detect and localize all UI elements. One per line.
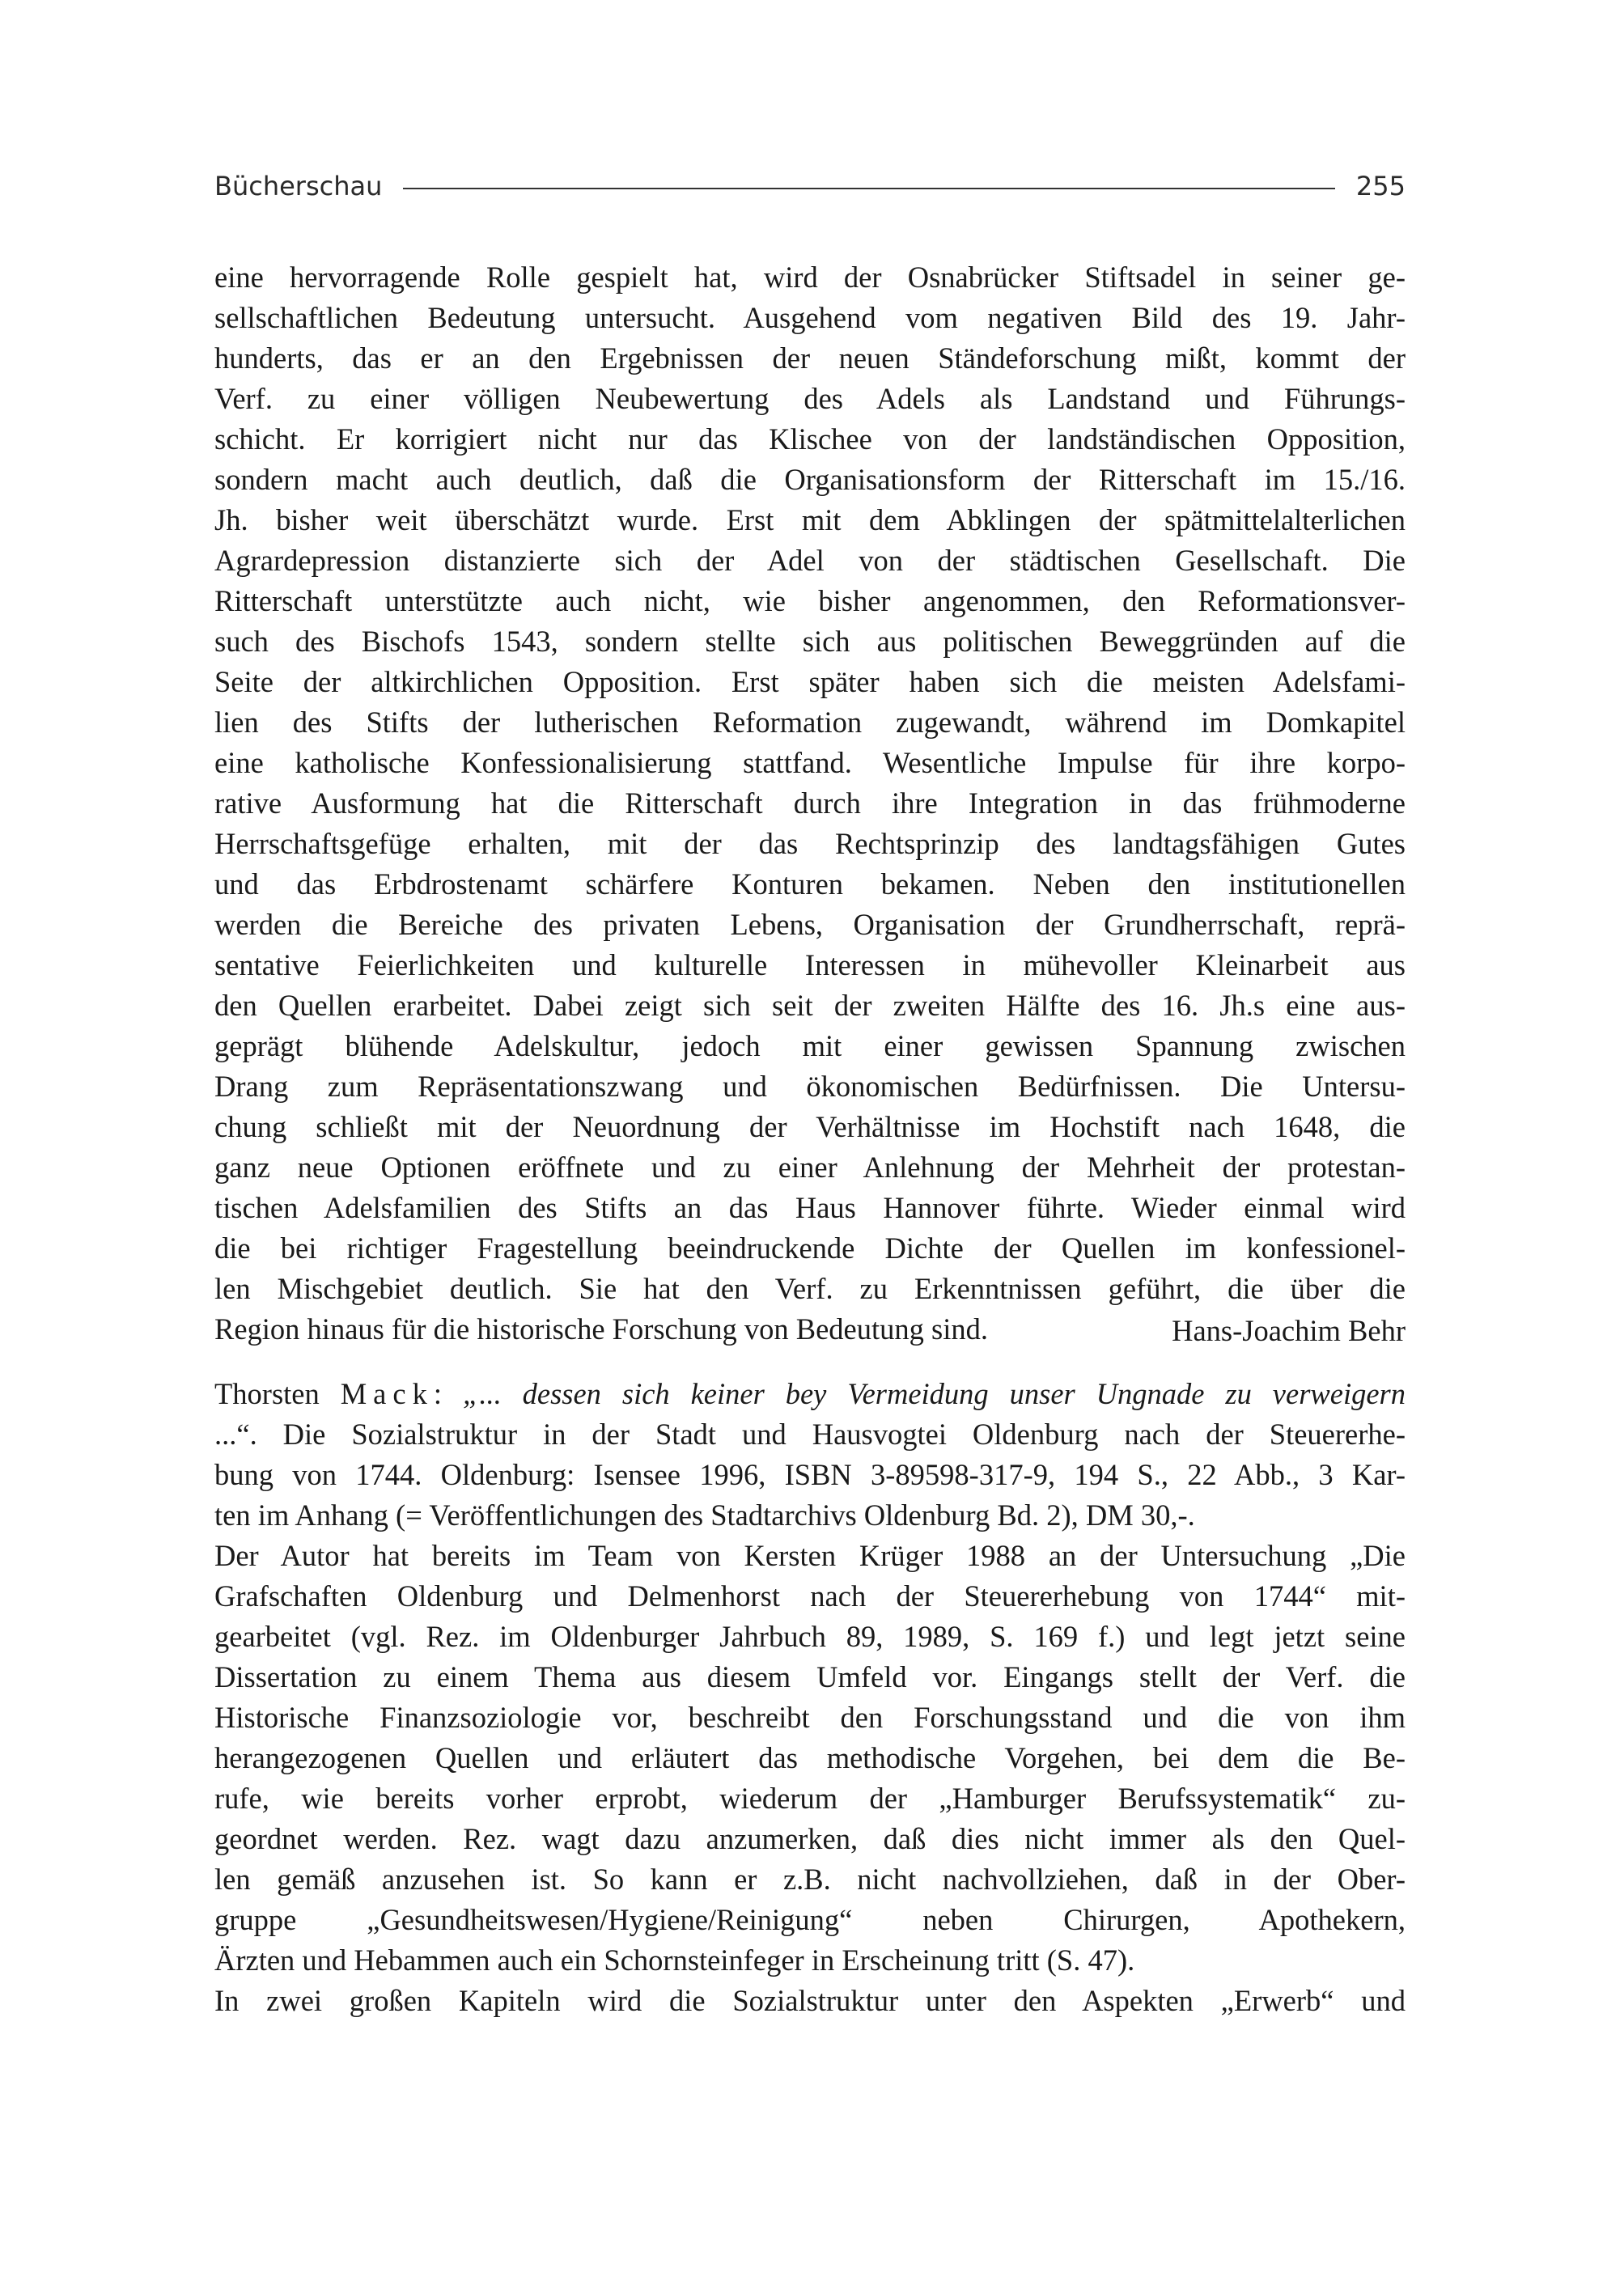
bibliographic-reference-line-4: ten im Anhang (= Veröffentlichungen des Stadtarchivs Oldenburg Bd. 2), DM 30,-. xyxy=(214,1498,1195,1532)
review-1-paragraph xyxy=(214,257,1406,1350)
text-line: hunderts, das er an den Ergebnissen der neuen Ständeforschung mißt, kommt der xyxy=(214,341,1406,375)
reference-title: „... dessen sich keiner bey Vermeidung unser Ungnade zu verweigern xyxy=(463,1377,1406,1410)
text-line: len Mischgebiet deutlich. Sie hat den Verf. zu Erkenntnissen geführt, die über die xyxy=(214,1272,1406,1305)
text-line: die bei richtiger Fragestellung beeindruckende Dichte der Quellen im konfessionel- xyxy=(214,1231,1406,1265)
text-line: sondern macht auch deutlich, daß die Organisationsform der Ritterschaft im 15./16. xyxy=(214,463,1406,496)
text-line: und das Erbdrostenamt schärfere Konturen bekamen. Neben den institutionellen xyxy=(214,867,1406,901)
text-line: Region hinaus für die historische Forschung von Bedeutung sind. xyxy=(214,1312,988,1346)
text-line: such des Bischofs 1543, sondern stellte sich aus politischen Beweggründen auf die xyxy=(214,625,1406,658)
reference-colon: : xyxy=(433,1377,443,1410)
text-line: len gemäß anzusehen ist. So kann er z.B. nicht nachvollziehen, daß in der Ober- xyxy=(214,1863,1406,1896)
bibliographic-reference-line-1 xyxy=(214,1374,1406,1414)
text-line: Dissertation zu einem Thema aus diesem Umfeld vor. Eingangs stellt der Verf. die xyxy=(214,1660,1406,1693)
review-2-paragraph xyxy=(214,1536,1406,2021)
text-line: ganz neue Optionen eröffnete und zu einer Anlehnung der Mehrheit der protestan- xyxy=(214,1151,1406,1184)
text-line: gearbeitet (vgl. Rez. im Oldenburger Jahrbuch 89, 1989, S. 169 f.) und legt jetzt seine xyxy=(214,1620,1406,1653)
header-rule xyxy=(403,188,1335,189)
text-line: Jh. bisher weit überschätzt wurde. Erst mit dem Abklingen der spätmittelalterlichen xyxy=(214,503,1406,536)
reference-author-first: Thorsten xyxy=(214,1377,320,1410)
text-line: rative Ausformung hat die Ritterschaft durch ihre Integration in das frühmoderne xyxy=(214,786,1406,820)
text-line: Der Autor hat bereits im Team von Kersten Krüger 1988 an der Untersuchung „Die xyxy=(214,1539,1406,1572)
text-line: geordnet werden. Rez. wagt dazu anzumerken, daß dies nicht immer als den Quel- xyxy=(214,1822,1406,1855)
text-line: eine katholische Konfessionalisierung stattfand. Wesentliche Impulse für ihre korpo- xyxy=(214,746,1406,779)
page-header xyxy=(214,167,1406,206)
text-line: chung schließt mit der Neuordnung der Verhältnisse im Hochstift nach 1648, die xyxy=(214,1110,1406,1143)
text-line: sellschaftlichen Bedeutung untersucht. Ausgehend vom negativen Bild des 19. Jahr- xyxy=(214,301,1406,334)
text-line: Verf. zu einer völligen Neubewertung des Adels als Landstand und Führungs- xyxy=(214,382,1406,415)
text-line: geprägt blühende Adelskultur, jedoch mit einer gewissen Spannung zwischen xyxy=(214,1029,1406,1062)
text-line: schicht. Er korrigiert nicht nur das Klischee von der landständischen Opposition, xyxy=(214,422,1406,456)
bibliographic-reference-line-3: bung von 1744. Oldenburg: Isensee 1996, ISBN 3-89598-317-9, 194 S., 22 Abb., 3 Kar- xyxy=(214,1458,1406,1491)
text-line: werden die Bereiche des privaten Lebens, Organisation der Grundherrschaft, reprä- xyxy=(214,908,1406,941)
text-line: Grafschaften Oldenburg und Delmenhorst nach der Steuererhebung von 1744“ mit- xyxy=(214,1579,1406,1613)
text-line: eine hervorragende Rolle gespielt hat, wird der Osnabrücker Stiftsadel in seiner ge- xyxy=(214,261,1406,294)
text-line: lien des Stifts der lutherischen Reformation zugewandt, während im Domkapitel xyxy=(214,706,1406,739)
text-line: tischen Adelsfamilien des Stifts an das Haus Hannover führte. Wieder einmal wird xyxy=(214,1191,1406,1224)
text-line: Seite der altkirchlichen Opposition. Erst später haben sich die meisten Adelsfami- xyxy=(214,665,1406,698)
text-line: gruppe „Gesundheitswesen/Hygiene/Reinigung“ neben Chirurgen, Apothekern, xyxy=(214,1903,1406,1936)
reference-author-last: Mack xyxy=(340,1377,434,1410)
text-line: In zwei großen Kapiteln wird die Sozialstruktur unter den Aspekten „Erwerb“ und xyxy=(214,1984,1406,2017)
text-line: Herrschaftsgefüge erhalten, mit der das Rechtsprinzip des landtagsfähigen Gutes xyxy=(214,827,1406,860)
text-line: rufe, wie bereits vorher erprobt, wiederum der „Hamburger Berufssystematik“ zu- xyxy=(214,1782,1406,1815)
review-1-signature: Hans-Joachim Behr xyxy=(1172,1314,1406,1347)
text-line: Historische Finanzsoziologie vor, beschreibt den Forschungsstand und die von ihm xyxy=(214,1701,1406,1734)
review-2 xyxy=(214,1374,1406,2021)
text-line: den Quellen erarbeitet. Dabei zeigt sich seit der zweiten Hälfte des 16. Jh.s eine aus- xyxy=(214,989,1406,1022)
bibliographic-reference-line-2: ...“. Die Sozialstruktur in der Stadt und Hausvogtei Oldenburg nach der Steuererhe- xyxy=(214,1418,1406,1451)
running-title: Bücherschau xyxy=(214,171,383,201)
text-line: Ritterschaft unterstützte auch nicht, wie bisher angenommen, den Reformationsver- xyxy=(214,584,1406,617)
text-line: Drang zum Repräsentationszwang und ökonomischen Bedürfnissen. Die Untersu- xyxy=(214,1070,1406,1103)
text-line: sentative Feierlichkeiten und kulturelle Interessen in mühevoller Kleinarbeit aus xyxy=(214,948,1406,981)
page-number: 255 xyxy=(1355,171,1406,201)
text-line: Agrardepression distanzierte sich der Adel von der städtischen Gesellschaft. Die xyxy=(214,544,1406,577)
text-line: Ärzten und Hebammen auch ein Schornsteinfeger in Erscheinung tritt (S. 47). xyxy=(214,1943,1135,1977)
text-line: herangezogenen Quellen und erläutert das methodische Vorgehen, bei dem die Be- xyxy=(214,1741,1406,1774)
